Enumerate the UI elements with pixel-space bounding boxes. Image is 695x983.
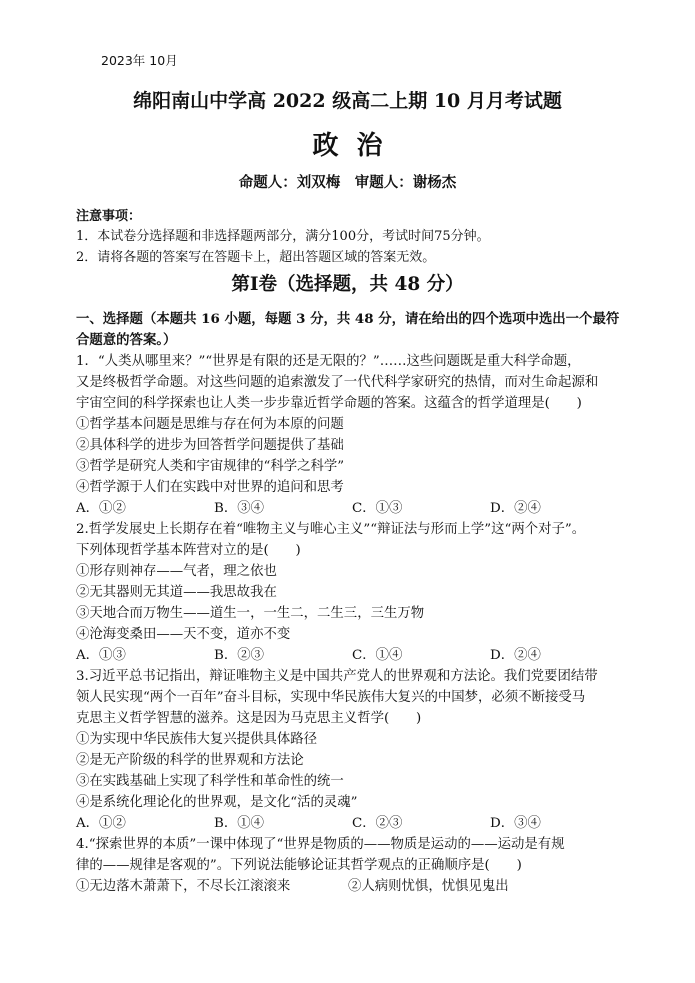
question-2-statement: ②无其器则无其道——我思故我在 bbox=[76, 585, 277, 600]
option-a: A．①② bbox=[76, 501, 126, 516]
option-b: B．②③ bbox=[214, 648, 265, 663]
option-c: C．①④ bbox=[352, 648, 403, 663]
question-3-statement: ④是系统化理论化的世界观，是文化“活的灵魂” bbox=[76, 795, 358, 810]
question-2-statement: ③天地合而万物生——道生一，一生二，二生三，三生万物 bbox=[76, 606, 425, 621]
exam-subject: 政治 bbox=[312, 131, 401, 161]
question-1-statement: ①哲学基本问题是思维与存在何为本原的问题 bbox=[76, 417, 344, 432]
question-4-text: 律的——规律是客观的”。下列说法能够论证其哲学观点的正确顺序是( ) bbox=[76, 858, 522, 873]
section-instruction: 一、选择题（本题共 16 小题，每题 3 分，共 48 分，请在给出的四个选项中选出一个最符 bbox=[76, 311, 620, 327]
question-1-statement: ②具体科学的进步为回答哲学问题提供了基础 bbox=[76, 438, 344, 453]
exam-authors: 命题人：刘双梅 审题人：谢杨杰 bbox=[238, 174, 457, 191]
question-3-text: 克思主义哲学智慧的滋养。这是因为马克思主义哲学( ) bbox=[76, 711, 422, 726]
option-d: D．③④ bbox=[490, 816, 541, 831]
option-d: D．②④ bbox=[490, 501, 541, 516]
question-4-statement: ①无边落木萧萧下，不尽长江滚滚来 bbox=[76, 879, 291, 894]
exam-date: 2023年 10月 bbox=[101, 53, 178, 68]
question-3-text: 3.习近平总书记指出，辩证唯物主义是中国共产党人的世界观和方法论。我们党要团结带 bbox=[76, 669, 598, 684]
question-4-statement: ②人病则忧惧，忧惧见鬼出 bbox=[348, 879, 509, 894]
question-1-statement: ③哲学是研究人类和宇宙规律的“科学之科学” bbox=[76, 459, 345, 474]
question-4-text: 4.“探索世界的本质”一课中体现了“世界是物质的——物质是运动的——运动是有规 bbox=[76, 837, 565, 852]
question-1-text: 宇宙空间的科学探索也让人类一步步靠近哲学命题的答案。这蕴含的哲学道理是( ) bbox=[76, 396, 582, 411]
option-b: B．③④ bbox=[214, 501, 265, 516]
question-2-statement: ④沧海变桑田——天不变，道亦不变 bbox=[76, 627, 291, 642]
notice-item: 2．请将各题的答案写在答题卡上，超出答题区域的答案无效。 bbox=[76, 250, 436, 265]
option-c: C．①③ bbox=[352, 501, 403, 516]
question-2-text: 2.哲学发展史上长期存在着“唯物主义与唯心主义”“辩证法与形而上学”这“两个对子”。 bbox=[76, 522, 586, 537]
option-b: B．①④ bbox=[214, 816, 265, 831]
option-a: A．①③ bbox=[76, 648, 126, 663]
question-3-statement: ①为实现中华民族伟大复兴提供具体路径 bbox=[76, 732, 318, 747]
question-3-text: 领人民实现“两个一百年”奋斗目标，实现中华民族伟大复兴的中国梦，必须不断接受马 bbox=[76, 690, 586, 705]
notice-item: 1．本试卷分选择题和非选择题两部分，满分100分，考试时间75分钟。 bbox=[76, 229, 490, 244]
question-2-statement: ①形存则神存——气者，理之依也 bbox=[76, 564, 277, 579]
option-d: D．②④ bbox=[490, 648, 541, 663]
question-1-text: 又是终极哲学命题。对这些问题的追索激发了一代代科学家研究的热情，而对生命起源和 bbox=[76, 375, 599, 390]
exam-title: 绵阳南山中学高 2022 级高二上期 10 月月考试题 bbox=[133, 90, 562, 112]
option-a: A．①② bbox=[76, 816, 126, 831]
question-1-text: 1．“人类从哪里来？”“世界是有限的还是无限的？”……这些问题既是重大科学命题， bbox=[76, 354, 581, 369]
notice-heading: 注意事项： bbox=[76, 209, 142, 224]
question-2-text: 下列体现哲学基本阵营对立的是( ) bbox=[76, 543, 301, 558]
section-title: 第Ⅰ卷（选择题，共 48 分） bbox=[231, 274, 464, 295]
question-3-statement: ③在实践基础上实现了科学性和革命性的统一 bbox=[76, 774, 344, 789]
option-c: C．②③ bbox=[352, 816, 403, 831]
question-1-statement: ④哲学源于人们在实践中对世界的追问和思考 bbox=[76, 480, 344, 495]
section-instruction: 合题意的答案。） bbox=[76, 332, 177, 348]
question-3-statement: ②是无产阶级的科学的世界观和方法论 bbox=[76, 753, 304, 768]
